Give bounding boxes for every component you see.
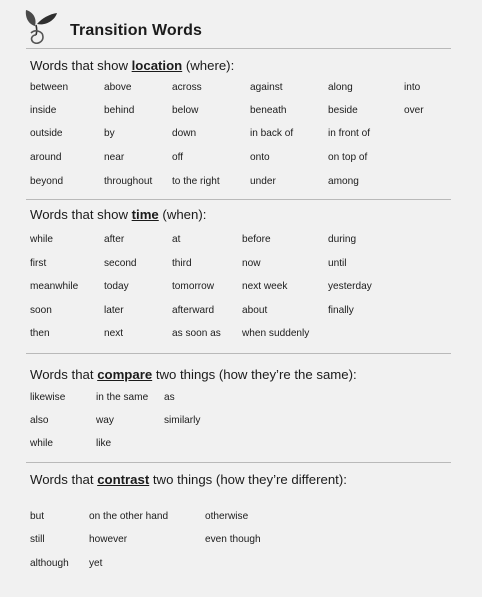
word-cell: around <box>30 152 62 163</box>
word-cell: in front of <box>328 128 371 139</box>
word-cell: before <box>242 234 271 245</box>
heading-text: (when): <box>158 207 207 222</box>
word-cell: while <box>30 438 54 449</box>
word-cell: today <box>104 281 129 292</box>
word-cell: beneath <box>250 105 287 116</box>
word-cell: first <box>30 258 47 269</box>
word-cell: third <box>172 258 192 269</box>
word-cell: in back of <box>250 128 294 139</box>
word-cell: among <box>328 176 359 187</box>
heading-text: Words that show <box>30 207 132 222</box>
word-cell: still <box>30 534 45 545</box>
word-cell: next week <box>242 281 288 292</box>
word-cell: over <box>404 105 424 116</box>
word-cell: as <box>164 392 175 403</box>
word-cell: near <box>104 152 125 163</box>
heading-keyword: location <box>131 58 183 73</box>
word-cell: next <box>104 328 124 339</box>
heading-text: two things (how they’re the same): <box>152 367 357 382</box>
word-cell: way <box>96 415 114 426</box>
word-cell: otherwise <box>205 511 249 522</box>
word-cell: about <box>242 305 268 316</box>
word-cell: beside <box>328 105 358 116</box>
word-cell: to the right <box>172 176 220 187</box>
leaf-spiral-logo <box>24 4 66 44</box>
divider <box>26 48 451 49</box>
word-cell: likewise <box>30 392 66 403</box>
heading-text: (where): <box>182 58 235 73</box>
word-cell: meanwhile <box>30 281 79 292</box>
section-heading-contrast <box>30 472 347 487</box>
page-title: Transition Words <box>70 22 202 39</box>
word-cell: on top of <box>328 152 368 163</box>
word-cell: tomorrow <box>172 281 215 292</box>
word-cell: also <box>30 415 49 426</box>
word-cell: down <box>172 128 197 139</box>
word-cell: on the other hand <box>89 511 169 522</box>
divider <box>26 353 451 354</box>
word-cell: along <box>328 82 353 93</box>
word-cell: inside <box>30 105 57 116</box>
word-cell: yet <box>89 558 103 569</box>
heading-text: Words that <box>30 472 98 487</box>
word-cell: while <box>30 234 54 245</box>
section-heading-location <box>30 58 234 73</box>
word-cell: until <box>328 258 347 269</box>
word-cell: yesterday <box>328 281 372 292</box>
heading-text: Words that <box>30 367 98 382</box>
divider <box>26 199 451 200</box>
word-cell: like <box>96 438 112 449</box>
heading-keyword: contrast <box>97 472 150 487</box>
section-heading-compare <box>30 367 357 382</box>
word-cell: later <box>104 305 124 316</box>
word-cell: onto <box>250 152 270 163</box>
word-cell: after <box>104 234 125 245</box>
word-cell: throughout <box>104 176 153 187</box>
word-cell: at <box>172 234 181 245</box>
word-cell: now <box>242 258 261 269</box>
word-cell: but <box>30 511 45 522</box>
word-cell: soon <box>30 305 52 316</box>
word-cell: during <box>328 234 357 245</box>
word-cell: into <box>404 82 421 93</box>
word-cell: however <box>89 534 128 545</box>
word-cell: against <box>250 82 283 93</box>
word-cell: beyond <box>30 176 64 187</box>
heading-text: Words that show <box>30 58 132 73</box>
word-cell: above <box>104 82 132 93</box>
word-cell: then <box>30 328 50 339</box>
word-cell: similarly <box>164 415 201 426</box>
word-cell: behind <box>104 105 135 116</box>
heading-text: two things (how they’re different): <box>149 472 347 487</box>
word-cell: by <box>104 128 115 139</box>
word-cell: off <box>172 152 184 163</box>
word-cell: even though <box>205 534 261 545</box>
section-heading-time <box>30 207 206 222</box>
word-cell: afterward <box>172 305 215 316</box>
word-cell: second <box>104 258 137 269</box>
word-cell: when suddenly <box>242 328 310 339</box>
word-cell: although <box>30 558 69 569</box>
heading-keyword: compare <box>97 367 153 382</box>
word-cell: as soon as <box>172 328 221 339</box>
word-cell: in the same <box>96 392 149 403</box>
word-cell: outside <box>30 128 63 139</box>
word-cell: between <box>30 82 69 93</box>
word-cell: below <box>172 105 199 116</box>
word-cell: across <box>172 82 202 93</box>
heading-keyword: time <box>131 207 159 222</box>
word-cell: under <box>250 176 276 187</box>
word-cell: finally <box>328 305 354 316</box>
divider <box>26 462 451 463</box>
